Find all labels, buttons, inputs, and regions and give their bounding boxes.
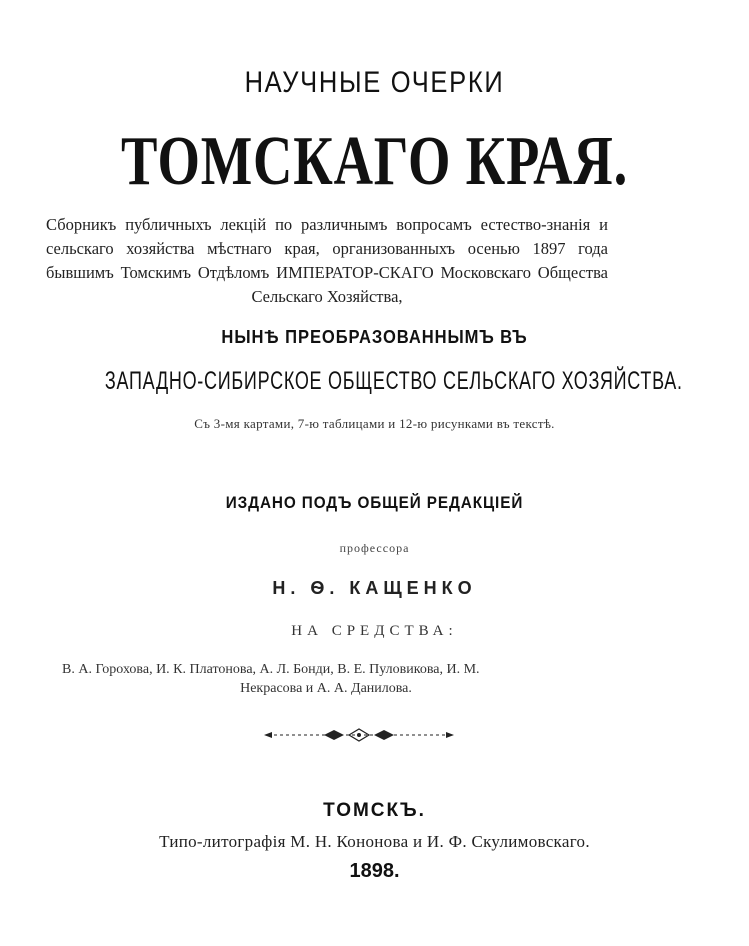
funds-label: НА СРЕДСТВА: (291, 623, 458, 639)
title-line-2: ТОМСКАГО КРАЯ. (120, 123, 629, 200)
title-line-1: НАУЧНЫЕ ОЧЕРКИ (244, 66, 505, 99)
professor-label: профессора (339, 541, 410, 555)
printing-house: Типо-литографія М. Н. Кононова и И. Ф. Скулимовскаго. (159, 832, 590, 851)
transformed-into-heading: НЫНѢ ПРЕОБРАЗОВАННЫМЪ ВЪ (221, 327, 528, 347)
city: ТОМСКЪ. (323, 800, 426, 821)
edited-by-heading: ИЗДАНО ПОДЪ ОБЩЕЙ РЕДАКЦІЕЙ (225, 493, 524, 512)
maps-tables-note: Съ 3-мя картами, 7-ю таблицами и 12-ю рисунками въ текстѣ. (194, 416, 555, 431)
collection-description: Сборникъ публичныхъ лекцій по различнымъ вопросамъ естество-знанія и сельскаго хозяйства мѣстнаго края, организованныхъ осенью 1897 года бывшимъ Томскимъ Отдѣломъ ИМПЕРАТОР-СКАГО Московскаго Общества Сельскаго Хозяйства, (46, 215, 608, 306)
sponsors-line-1: В. А. Горохова, И. К. Платонова, А. Л. Бонди, В. Е. Пуловикова, И. М. (62, 662, 480, 677)
sponsors-list (62, 660, 590, 698)
editor-name: Н. Ѳ. КАЩЕНКО (272, 578, 477, 598)
publication-year: 1898. (349, 860, 400, 882)
society-name: ЗАПАДНО-СИБИРСКОЕ ОБЩЕСТВО СЕЛЬСКАГО ХОЗЯЙСТВА. (104, 367, 683, 395)
ornament-divider-icon (264, 727, 454, 743)
sponsors-line-2: Некрасова и А. А. Данилова. (240, 681, 412, 696)
